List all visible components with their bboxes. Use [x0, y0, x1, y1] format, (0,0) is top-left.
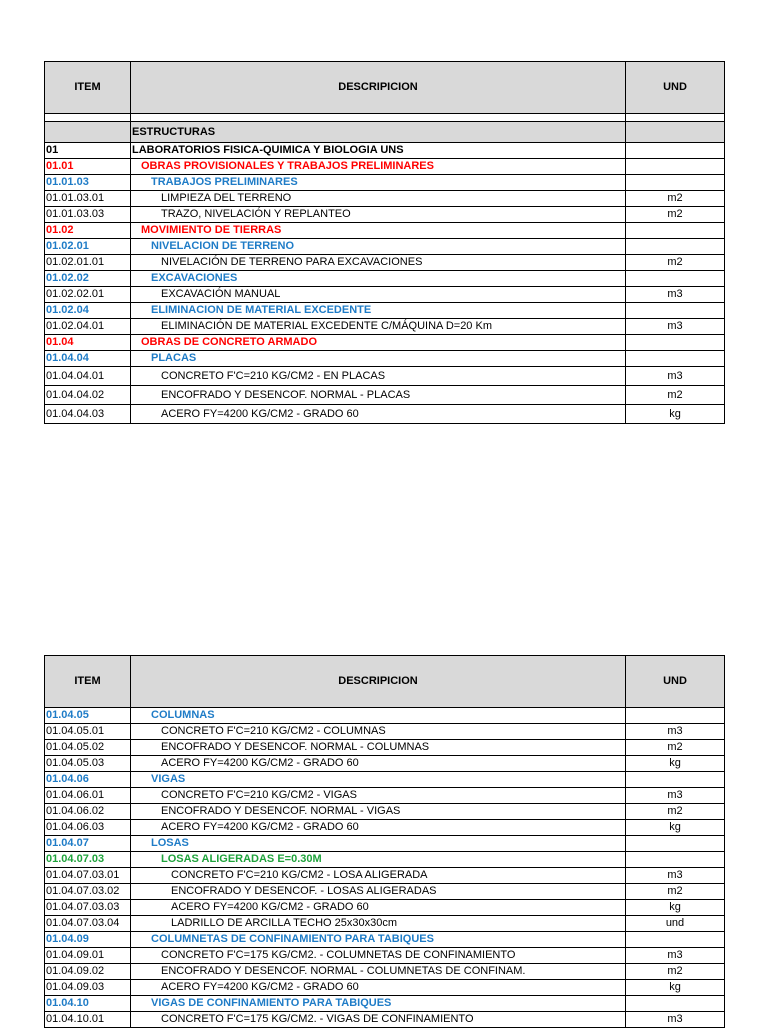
item-code: 01.04.07.03.03 [45, 900, 131, 916]
item-code: 01.04.07 [45, 836, 131, 852]
item-description: TRAZO, NIVELACIÓN Y REPLANTEO [131, 207, 626, 223]
item-code: 01.02.02.01 [45, 287, 131, 303]
table-row [45, 287, 725, 303]
table-row [45, 836, 725, 852]
item-description: PLACAS [131, 351, 626, 367]
item-unit [626, 271, 725, 287]
item-code: 01.04.05.03 [45, 756, 131, 772]
item-unit [626, 159, 725, 175]
table-row [45, 708, 725, 724]
item-code: 01.04.06 [45, 772, 131, 788]
table-row [45, 740, 725, 756]
table-row [45, 319, 725, 335]
item-unit: m2 [626, 740, 725, 756]
item-code: 01.04.06.02 [45, 804, 131, 820]
item-unit: kg [626, 900, 725, 916]
item-code: 01.04.09 [45, 932, 131, 948]
item-description: MOVIMIENTO DE TIERRAS [131, 223, 626, 239]
item-description: LABORATORIOS FISICA-QUIMICA Y BIOLOGIA UNS [131, 143, 626, 159]
item-code: 01.01.03 [45, 175, 131, 191]
item-unit: m3 [626, 319, 725, 335]
item-code: 01.04 [45, 335, 131, 351]
item-description: CONCRETO F'C=210 KG/CM2 - COLUMNAS [131, 724, 626, 740]
item-description: ACERO FY=4200 KG/CM2 - GRADO 60 [131, 756, 626, 772]
item-code: 01.02 [45, 223, 131, 239]
item-description: VIGAS [131, 772, 626, 788]
item-unit [626, 223, 725, 239]
item-code: 01.04.04.01 [45, 367, 131, 386]
item-code: 01.04.04.02 [45, 386, 131, 405]
header-row [45, 62, 725, 114]
item-code: 01.01 [45, 159, 131, 175]
table-row [45, 207, 725, 223]
item-description: OBRAS DE CONCRETO ARMADO [131, 335, 626, 351]
item-code: 01.04.06.03 [45, 820, 131, 836]
item-code: 01.01.03.01 [45, 191, 131, 207]
item-unit [626, 122, 725, 143]
table-row [45, 405, 725, 424]
item-description: OBRAS PROVISIONALES Y TRABAJOS PRELIMINARES [131, 159, 626, 175]
item-description: CONCRETO F'C=175 KG/CM2. - VIGAS DE CONFINAMIENTO [131, 1012, 626, 1028]
header-descripcion: DESCRIPICION [131, 656, 626, 708]
item-unit: m2 [626, 207, 725, 223]
item-code: 01.04.07.03.04 [45, 916, 131, 932]
table-row [45, 143, 725, 159]
item-description: ACERO FY=4200 KG/CM2 - GRADO 60 [131, 405, 626, 424]
item-code: 01.04.06.01 [45, 788, 131, 804]
item-code: 01.02.01.01 [45, 255, 131, 271]
table-row [45, 367, 725, 386]
item-unit: kg [626, 820, 725, 836]
item-description: CONCRETO F'C=210 KG/CM2 - LOSA ALIGERADA [131, 868, 626, 884]
item-description: ELIMINACIÓN DE MATERIAL EXCEDENTE C/MÁQUINA D=20 Km [131, 319, 626, 335]
item-unit [626, 996, 725, 1012]
header-und: UND [626, 656, 725, 708]
item-unit [626, 335, 725, 351]
item-code: 01.04.10 [45, 996, 131, 1012]
item-description: ENCOFRADO Y DESENCOF. NORMAL - COLUMNETAS DE CONFINAM. [131, 964, 626, 980]
table-row [45, 175, 725, 191]
item-unit: m2 [626, 964, 725, 980]
table-row [45, 159, 725, 175]
item-code: 01.04.10.01 [45, 1012, 131, 1028]
table-row [45, 996, 725, 1012]
table-row [45, 756, 725, 772]
table-row [45, 852, 725, 868]
item-description: COLUMNAS [131, 708, 626, 724]
item-unit: kg [626, 405, 725, 424]
item-code: 01.02.04.01 [45, 319, 131, 335]
item-unit [626, 303, 725, 319]
table-row [45, 772, 725, 788]
header-und: UND [626, 62, 725, 114]
item-code [45, 122, 131, 143]
table-row [45, 239, 725, 255]
table-row [45, 900, 725, 916]
item-unit: kg [626, 980, 725, 996]
item-code: 01.04.07.03.02 [45, 884, 131, 900]
item-description: ACERO FY=4200 KG/CM2 - GRADO 60 [131, 980, 626, 996]
item-code: 01.02.01 [45, 239, 131, 255]
header-descripcion: DESCRIPICION [131, 62, 626, 114]
table-row [45, 932, 725, 948]
item-unit [626, 351, 725, 367]
item-code: 01.04.09.03 [45, 980, 131, 996]
item-code: 01.04.05.01 [45, 724, 131, 740]
item-description: ESTRUCTURAS [131, 122, 626, 143]
item-description: ENCOFRADO Y DESENCOF. NORMAL - VIGAS [131, 804, 626, 820]
table-row [45, 884, 725, 900]
table-row [45, 916, 725, 932]
table-row [45, 271, 725, 287]
item-unit [626, 932, 725, 948]
spacer-row [45, 114, 725, 122]
item-description: EXCAVACIÓN MANUAL [131, 287, 626, 303]
item-unit [626, 852, 725, 868]
item-unit [626, 143, 725, 159]
item-description: LOSAS [131, 836, 626, 852]
item-description: VIGAS DE CONFINAMIENTO PARA TABIQUES [131, 996, 626, 1012]
item-description: COLUMNETAS DE CONFINAMIENTO PARA TABIQUES [131, 932, 626, 948]
item-unit: m3 [626, 868, 725, 884]
item-code: 01.04.04 [45, 351, 131, 367]
item-code: 01.01.03.03 [45, 207, 131, 223]
item-code: 01.04.09.02 [45, 964, 131, 980]
item-description: TRABAJOS PRELIMINARES [131, 175, 626, 191]
item-unit: m2 [626, 804, 725, 820]
item-description: ELIMINACION DE MATERIAL EXCEDENTE [131, 303, 626, 319]
item-unit: kg [626, 756, 725, 772]
table-row [45, 868, 725, 884]
item-code: 01.04.09.01 [45, 948, 131, 964]
item-description: CONCRETO F'C=210 KG/CM2 - VIGAS [131, 788, 626, 804]
item-description: ENCOFRADO Y DESENCOF. NORMAL - PLACAS [131, 386, 626, 405]
table-row [45, 386, 725, 405]
item-unit: m3 [626, 367, 725, 386]
item-description: LIMPIEZA DEL TERRENO [131, 191, 626, 207]
item-code: 01.04.04.03 [45, 405, 131, 424]
item-description: ACERO FY=4200 KG/CM2 - GRADO 60 [131, 900, 626, 916]
table-row [45, 303, 725, 319]
item-unit [626, 239, 725, 255]
item-unit: m2 [626, 884, 725, 900]
item-code: 01.04.07.03.01 [45, 868, 131, 884]
item-code: 01.04.07.03 [45, 852, 131, 868]
item-code: 01.04.05 [45, 708, 131, 724]
table-row [45, 964, 725, 980]
table-row [45, 788, 725, 804]
item-unit [626, 772, 725, 788]
item-unit [626, 836, 725, 852]
table-row [45, 948, 725, 964]
item-unit: m2 [626, 255, 725, 271]
header-item: ITEM [45, 62, 131, 114]
table-row [45, 1012, 725, 1028]
table-row [45, 820, 725, 836]
item-unit: und [626, 916, 725, 932]
budget-table-2 [44, 655, 725, 1028]
item-unit: m2 [626, 386, 725, 405]
item-code: 01.02.04 [45, 303, 131, 319]
item-description: LOSAS ALIGERADAS E=0.30M [131, 852, 626, 868]
item-description: CONCRETO F'C=210 KG/CM2 - EN PLACAS [131, 367, 626, 386]
table-row [45, 980, 725, 996]
item-unit [626, 175, 725, 191]
table-row [45, 191, 725, 207]
table-row [45, 804, 725, 820]
item-description: ENCOFRADO Y DESENCOF. - LOSAS ALIGERADAS [131, 884, 626, 900]
item-unit: m3 [626, 948, 725, 964]
item-code: 01.02.02 [45, 271, 131, 287]
item-description: EXCAVACIONES [131, 271, 626, 287]
item-unit: m3 [626, 1012, 725, 1028]
item-code: 01 [45, 143, 131, 159]
item-unit: m3 [626, 724, 725, 740]
header-item: ITEM [45, 656, 131, 708]
item-description: LADRILLO DE ARCILLA TECHO 25x30x30cm [131, 916, 626, 932]
header-row [45, 656, 725, 708]
item-description: CONCRETO F'C=175 KG/CM2. - COLUMNETAS DE CONFINAMIENTO [131, 948, 626, 964]
item-unit [626, 708, 725, 724]
table-row [45, 351, 725, 367]
item-description: NIVELACION DE TERRENO [131, 239, 626, 255]
budget-table-1 [44, 61, 725, 424]
table-row [45, 122, 725, 143]
item-description: ACERO FY=4200 KG/CM2 - GRADO 60 [131, 820, 626, 836]
item-code: 01.04.05.02 [45, 740, 131, 756]
table-row [45, 724, 725, 740]
item-unit: m2 [626, 191, 725, 207]
item-description: ENCOFRADO Y DESENCOF. NORMAL - COLUMNAS [131, 740, 626, 756]
item-unit: m3 [626, 788, 725, 804]
table-row [45, 335, 725, 351]
item-description: NIVELACIÓN DE TERRENO PARA EXCAVACIONES [131, 255, 626, 271]
item-unit: m3 [626, 287, 725, 303]
table-row [45, 255, 725, 271]
table-row [45, 223, 725, 239]
